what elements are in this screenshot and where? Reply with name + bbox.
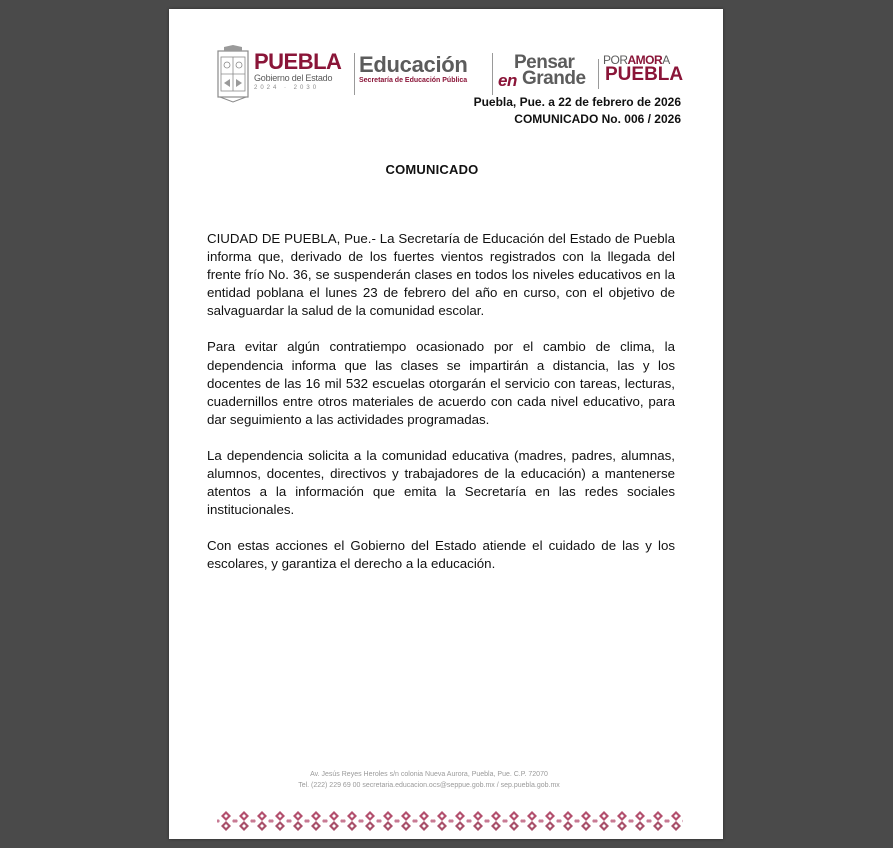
- communique-number: COMUNICADO No. 006 / 2026: [514, 112, 681, 126]
- document-body: [207, 230, 675, 592]
- logo-divider: [492, 53, 493, 95]
- educacion-logo: [359, 54, 487, 86]
- educacion-wordmark: Educación: [359, 52, 468, 77]
- document-page: [169, 9, 723, 839]
- footer-contact-line: Tel. (222) 229 69 00 secretaria.educacion.ocs@seppue.gob.mx / sep.puebla.gob.mx: [298, 782, 560, 789]
- grande-word: Grande: [522, 68, 586, 89]
- viewer-background: [0, 0, 893, 8]
- pensar-word: Pensar: [514, 52, 575, 73]
- dateline: [474, 94, 681, 128]
- footer-contact: [169, 769, 689, 791]
- paragraph: Con estas acciones el Gobierno del Estado atiende el cuidado de las y los escolares, y garantiza el derecho a la educación.: [207, 538, 675, 572]
- logo-divider: [354, 53, 355, 95]
- paragraph: CIUDAD DE PUEBLA, Pue.- La Secretaría de Educación del Estado de Puebla informa que, derivado de los fuertes vientos registrados con la llegada del frente frío No. 36, se suspenderán clases en todos los niveles educativos en la entidad poblana el lunes 23 de febrero del año en curso, con el objetivo de salvaguardar la salud de la comunidad escolar.: [207, 231, 675, 319]
- place-date: Puebla, Pue. a 22 de febrero de 2026: [473, 95, 681, 109]
- coat-of-arms-icon: [216, 45, 250, 103]
- en-word: en: [498, 71, 517, 90]
- por-amor-a-puebla-logo: [603, 51, 693, 91]
- pensar-en-grande-logo: [498, 53, 590, 93]
- paragraph: Para evitar algún contratiempo ocasionado por el cambio de clima, la dependencia informa que las clases se impartirán a distancia, las y los docentes de las 16 mil 532 escuelas otorgarán el servicio con tareas, lecturas, cuadernillos entre otros materiales de acuerdo con cada nivel educativo, para dar seguimiento a las actividades programadas.: [207, 339, 675, 427]
- educacion-subtitle: Secretaría de Educación Pública: [359, 77, 468, 84]
- footer-address-line: Av. Jesús Reyes Heroles s/n colonia Nueva Aurora, Puebla, Pue. C.P. 72070: [310, 771, 548, 778]
- document-title: COMUNICADO: [385, 162, 479, 177]
- decorative-pattern-icon: [217, 809, 683, 833]
- puebla-years: 2024 · 2030: [254, 85, 320, 91]
- por-amor-line: PORAMORA: [603, 53, 670, 67]
- por-puebla-word: PUEBLA: [605, 64, 684, 85]
- puebla-subtitle: Gobierno del Estado: [254, 73, 333, 83]
- puebla-wordmark: PUEBLA: [254, 49, 342, 74]
- logo-divider: [598, 59, 599, 89]
- paragraph: La dependencia solicita a la comunidad educativa (madres, padres, alumnas, alumnos, docentes, directivos y trabajadores de la educación) a mantenerse atentos a la información que emita la Secretaría en las redes sociales institucionales.: [207, 447, 675, 518]
- puebla-logo: [254, 51, 350, 92]
